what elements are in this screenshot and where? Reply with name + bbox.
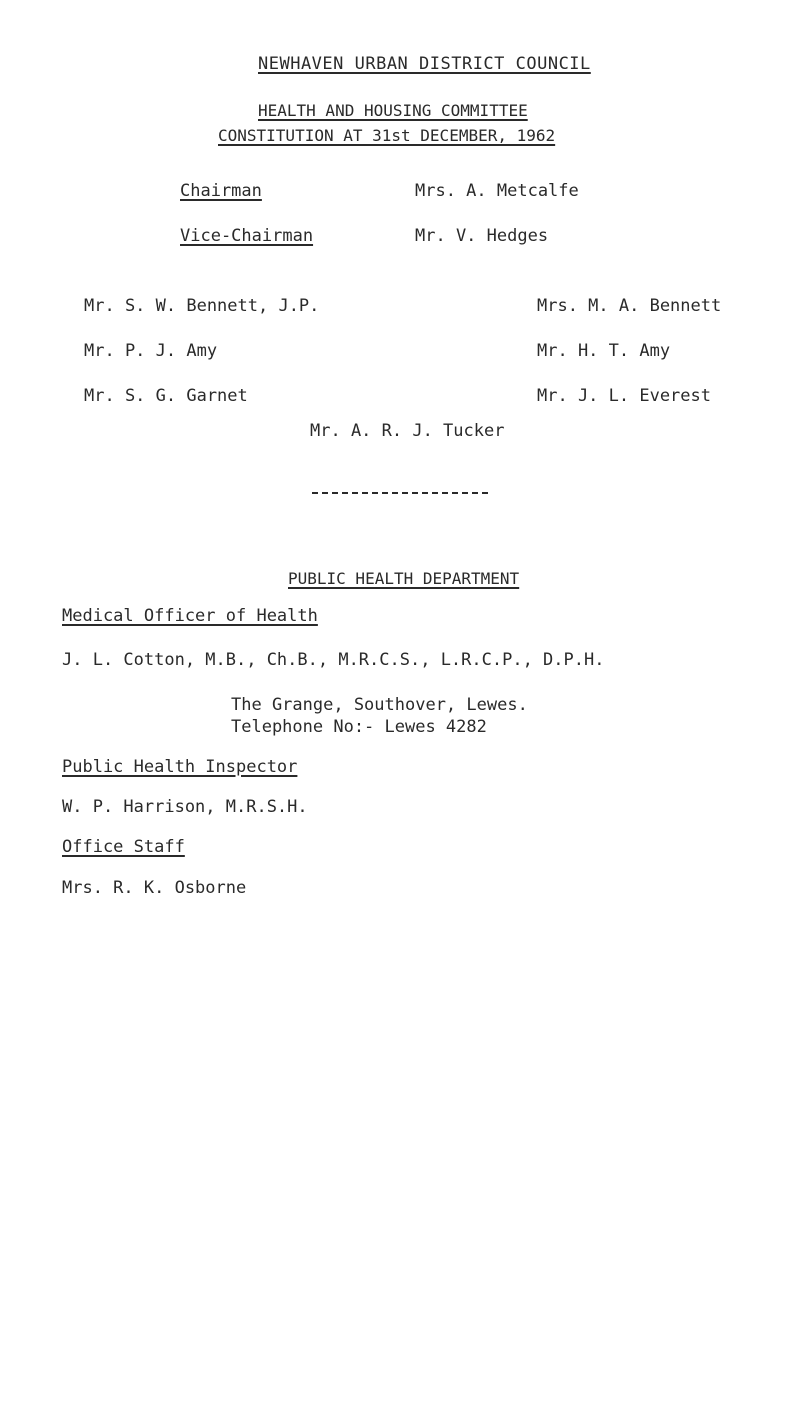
committee-constitution: CONSTITUTION AT 31st DECEMBER, 1962 [218,126,556,145]
moh-address: The Grange, Southover, Lewes. [231,695,528,715]
member-left-2: Mr. P. J. Amy [84,341,218,361]
phi-heading: Public Health Inspector [62,757,298,777]
committee-title: HEALTH AND HOUSING COMMITTEE [258,101,528,120]
member-left-3: Mr. S. G. Garnet [84,386,248,406]
moh-heading: Medical Officer of Health [62,606,318,626]
vice-chairman-name: Mr. V. Hedges [415,226,549,246]
member-right-2: Mr. H. T. Amy [537,341,671,361]
moh-name: J. L. Cotton, M.B., Ch.B., M.R.C.S., L.R.C.P., D.P.H. [62,650,605,670]
department-title: PUBLIC HEALTH DEPARTMENT [288,569,520,588]
staff-heading: Office Staff [62,837,185,857]
staff-name: Mrs. R. K. Osborne [62,878,247,898]
chairman-label: Chairman [180,181,262,201]
member-right-3: Mr. J. L. Everest [537,386,711,406]
chairman-name: Mrs. A. Metcalfe [415,181,579,201]
phi-name: W. P. Harrison, M.R.S.H. [62,797,308,817]
member-center: Mr. A. R. J. Tucker [310,421,505,441]
moh-phone: Telephone No:- Lewes 4282 [231,717,487,737]
vice-chairman-label: Vice-Chairman [180,226,314,246]
member-left-1: Mr. S. W. Bennett, J.P. [84,296,320,316]
council-title: NEWHAVEN URBAN DISTRICT COUNCIL [258,54,591,74]
member-right-1: Mrs. M. A. Bennett [537,296,722,316]
section-divider [312,492,488,494]
